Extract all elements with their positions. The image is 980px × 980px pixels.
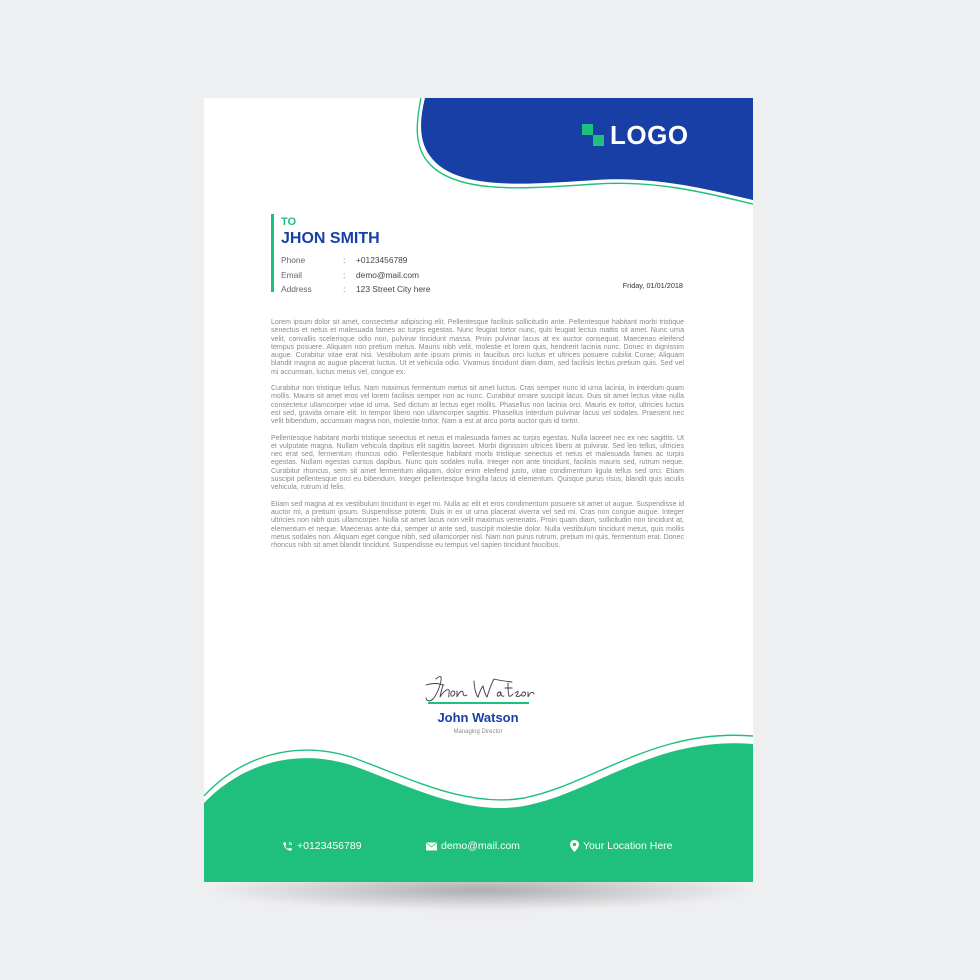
footer-phone xyxy=(282,838,362,854)
separator: : xyxy=(343,269,346,280)
body-paragraph: Lorem ipsum dolor sit amet, consectetur adipiscing elit. Pellentesque facilisis sollicitudin ante. Pellentesque habitant morbi tristique senectus et netus et malesuada fames ac turpis egestas. Nunc feugiat tortor nunc, quis feugiat lectus mattis sit amet. Nunc urna velit, convallis scelerisque odio non, pulvinar tincidunt massa. Proin pulvinar lacus at ex auctor consequat. Maecenas eleifend tempus posuere. Aliquam non pretium metus. Mauris nibh velit, molestie et lorem quis, hendrerit lacinia nunc. Donec in dignissim augue. Curabitur vitae erat nisi. Vestibulum ante ipsum primis in faucibus orci luctus et ultrices posuere cubilia Curae; Aliquam blandit magna ac augue placerat luctus. Ut et vehicula odio. Vivamus tincidunt diam diam, sed facilisis lectus pretium quis. Sed vel mi accumsan, luctus metus vel, congue ex. xyxy=(271,319,684,376)
body-paragraph: Curabitur non tristique tellus. Nam maximus fermentum metus sit amet luctus. Cras semper nunc id urna lacinia, in interdum quam mollis. Mauris sit amet eros vel lorem facilisis semper non ac nunc. Curabitur ornare suscipit lacus. Duis sit amet lectus vitae nulla consectetur ullamcorper vitae id urna. Sed dictum at lectus eget mollis. Phasellus non lacinia orci. Mauris ex tortor, ultricies luctus est sed, gravida ornare elit. In tempor libero non ullamcorper sagittis. Phasellus interdum pulvinar lacus vel sodales. Praesent nec velit bibendum, accumsan magna non, molestie tortor. Nam a est at arcu porta auctor quis id tortor. xyxy=(271,385,684,426)
recipient-name: JHON SMITH xyxy=(281,230,380,247)
body-paragraph: Etiam sed magna at ex vestibulum tincidunt in eget mi. Nulla ac elit et eros condimentum posuere sit amet ut augue. Suspendisse id auctor mi, a pretium ipsum. Suspendisse potenti. Duis in ex ut urna placerat viverra vel sed mi. Cras non congue augue. Integer ultricies non nibh quis ullamcorper. Nulla sit amet lacus non velit maximus venenatis. Proin quam diam, sollicitudin non tincidunt at, elementum et neque. Maecenas ante dui, semper ut ante sed, suscipit molestie dolor. Nulla vestibulum tincidunt metus, quis mollis metus sodales non. Aliquam eget congue nibh, sed ullamcorper nisl. Nam non purus rutrum, pretium mi quis, fermentum erat. Donec rhoncus nibh sit amet blandit tincidunt. Suspendisse eu tempus vel sapien tincidunt faucibus. xyxy=(271,500,684,550)
phone-value: +0123456789 xyxy=(356,255,408,265)
recipient-phone-row xyxy=(281,253,430,268)
phone-icon xyxy=(282,841,293,852)
to-label: TO xyxy=(281,216,297,228)
recipient-email-row xyxy=(281,268,430,283)
signer-name: John Watson xyxy=(437,710,519,725)
mail-icon xyxy=(426,842,437,851)
letterhead-page xyxy=(204,98,753,882)
address-label: Address xyxy=(281,284,312,294)
signature-underline xyxy=(428,702,529,704)
footer-email-text: demo@mail.com xyxy=(441,840,520,852)
separator: : xyxy=(343,284,346,294)
address-value: 123 Street City here xyxy=(356,284,431,294)
company-logo xyxy=(582,120,689,150)
email-label: Email xyxy=(281,269,302,280)
body-paragraph: Pellentesque habitant morbi tristique senectus et netus et malesuada fames ac turpis egestas. Nulla laoreet nec ex nec sagittis. Ut et vulputate magna. Nullam vehicula dapibus elit sagittis laoreet. Morbi dignissim ultrices libero at pulvinar. Sed leo tellus, ultricies nec erat sed, fermentum rhoncus odio. Pellentesque habitant morbi tristique senectus et netus et malesuada fames ac turpis egestas. Nullam egestas cursus dapibus. Nunc quis sodales nulla. Integer non ante tincidunt, facilisis mauris sed, rutrum neque. Curabitur rhoncus, sem sit amet fermentum aliquam, dolor enim eleifend justo, vitae condimentum ligula tellus sed orci. Etiam suscipit pellentesque orci eu bibendum. Integer pellentesque fringilla lacus id elementum. Quisque purus risus, blandit quis iaculis vehicula, rutrum id felis. xyxy=(271,434,684,492)
footer-phone-text: +0123456789 xyxy=(297,840,362,852)
footer-wave-shape xyxy=(204,743,753,882)
logo-text: LOGO xyxy=(610,119,689,150)
logo-mark-icon xyxy=(582,124,605,147)
phone-label: Phone xyxy=(281,255,306,265)
email-value: demo@mail.com xyxy=(356,269,419,280)
footer-location-text: Your Location Here xyxy=(583,840,673,852)
separator: : xyxy=(343,255,346,265)
recipient-address-row xyxy=(281,282,430,297)
footer-location xyxy=(570,838,673,854)
footer-email xyxy=(426,838,520,854)
signer-title: Managing Director xyxy=(453,729,503,735)
recipient-block xyxy=(271,214,430,292)
letter-date: Friday, 01/01/2018 xyxy=(622,281,683,290)
letter-body xyxy=(271,319,684,558)
location-pin-icon xyxy=(570,840,579,852)
